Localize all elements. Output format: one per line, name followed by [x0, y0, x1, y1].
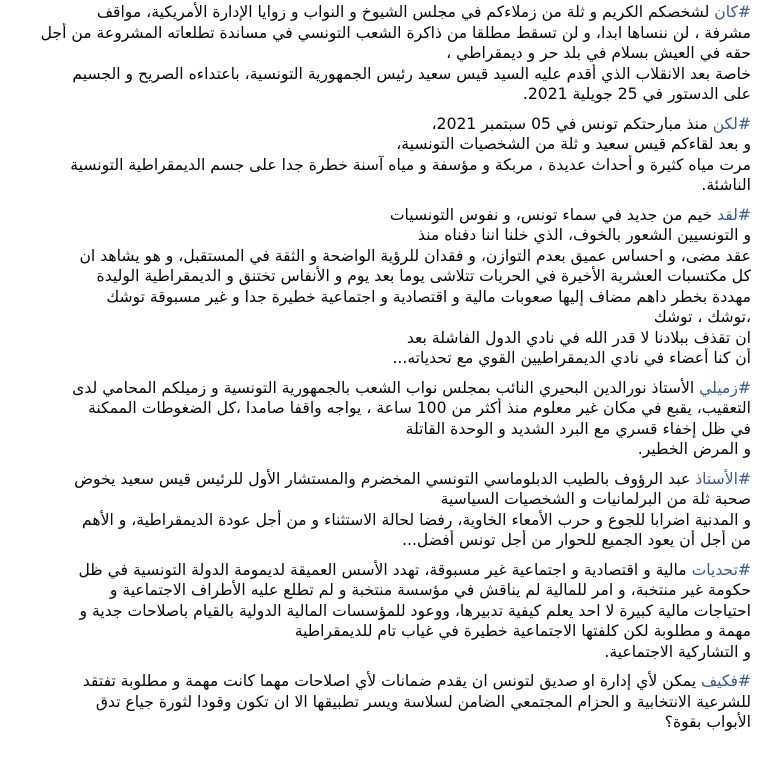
post-text: للشرعية الانتخابية و الحزام المجتمعي الضامن لسلاسة ويسر تطبيقها الا ان تكون وقودا لثورة جياع تدق — [95, 692, 751, 711]
post-paragraph — [6, 205, 751, 369]
post-text: كل مكتسبات العشرية الأخيرة في الحريات تتلاشى يوما بعد يوم و الأنفاس تختنق و الديمقراطية الوليدة — [96, 267, 751, 285]
post-line — [6, 580, 751, 601]
post-line — [6, 175, 751, 196]
post-text: مرت مياه كثيرة و أحداث عديدة ، مربكة و مؤسفة و مياه آسنة خطرة جدا على جسم الديمقراطية التونسية — [70, 155, 751, 174]
post-line — [6, 621, 751, 642]
post-text: التعقيب، يقبع في مكان غير معلوم منذ أكثر من 100 ساعة ، يواجه واقفا صامدا ،كل الضغوطات الممكنة — [87, 399, 751, 417]
post-line — [6, 84, 751, 105]
post-line — [6, 378, 751, 399]
post-line — [6, 671, 751, 692]
post-text: مشرفة ، لن ننساها ابدا، و لن تسقط مطلقا من ذاكرة الشعب التونسي في مساندة تطلعاته المشروعة من أجل — [40, 23, 751, 42]
post-line — [6, 43, 751, 64]
post-text: حكومة غير منتخبة، و امر للمالية لم يناقش في مؤسسة منتخبة و لم تطلع عليه الأطراف الاجتماعية و — [109, 581, 751, 599]
post-line — [6, 560, 751, 581]
post-paragraph — [6, 469, 751, 551]
post-text: و بعد لقاءكم قيس سعيد و ثلة من الشخصيات التونسية، — [396, 135, 751, 153]
post-text: على الدستور في 25 جويلية 2021. — [522, 85, 751, 103]
post-text: خيم من جديد في سماء تونس، و نفوس التونسيات — [389, 205, 718, 224]
post-line — [6, 287, 751, 308]
post-line — [6, 225, 751, 246]
hashtag-link[interactable]: #الأستاذ — [695, 469, 751, 488]
post-text: احتياجات مالية كبيرة لا احد يعلم كيفية تدبيرها، ووعود للمؤسسات المالية الدولية بالقيام باصلاحات جدية و — [79, 601, 751, 620]
post-line — [6, 489, 751, 510]
post-text: ان تقذف ببلادنا لا قدر الله في نادي الدول الفاشلة بعد — [406, 328, 751, 347]
post-text: لشخصكم الكريم و ثلة من زملاءكم في مجلس الشيوخ و النواب و زوايا الإدارة الأمريكية، مواقف — [96, 3, 715, 21]
post-line — [6, 266, 751, 287]
post-text: الأبواب بقوة؟ — [664, 713, 751, 731]
post-line — [6, 530, 751, 551]
post-line — [6, 64, 751, 85]
post-text: حقه في العيش بسلام في بلد حر و ديمقراطي ، — [446, 44, 751, 62]
post-line — [6, 348, 751, 369]
post-line — [6, 601, 751, 622]
hashtag-link[interactable]: #لقد — [717, 205, 751, 224]
post-line — [6, 469, 751, 490]
post-text: يمكن لأي إدارة او صديق لتونس ان يقدم ضمانات لأي اصلاحات مهما كانت مهمة و مطلوبة تفتقد — [82, 672, 702, 690]
post-paragraph — [6, 671, 751, 733]
post-paragraph — [6, 2, 751, 105]
post-line — [6, 328, 751, 349]
post-text: و التشاركية الاجتماعية. — [604, 642, 751, 661]
post-text: منذ مبارحتكم تونس في 05 سبتمبر 2021، — [431, 114, 713, 133]
post-text: مهددة بخطر داهم مضاف إليها صعوبات مالية و اقتصادية و اجتماعية خطيرة جدا و غير مسبوقة توشك — [106, 287, 751, 306]
post-line — [6, 23, 751, 44]
post-line — [6, 642, 751, 663]
post-line — [6, 510, 751, 531]
post-text: مالية و اقتصادية و اجتماعية غير مسبوقة، تهدد الأسس العميقة لديمومة الدولة التونسية في ظل — [78, 560, 692, 579]
post-line — [6, 419, 751, 440]
post-text: في ظل إخفاء قسري مع البرد الشديد و الوحدة القاتلة — [405, 419, 751, 438]
post-text: و التونسيين الشعور بالخوف، الذي خلنا اننا دفناه منذ — [418, 226, 751, 244]
post-line — [6, 712, 751, 733]
hashtag-link[interactable]: #تحديات — [691, 560, 751, 579]
post-line — [6, 155, 751, 176]
post-text: صحبة ثلة من البرلمانيات و الشخصيات السياسية — [440, 490, 751, 508]
post-text: الناشئة. — [701, 176, 751, 194]
post-text: عقد مضى، و احساس عميق بعدم التوازن، و فقدان للرؤية الواضحة و الثقة في المستقبل، و هو يشاهد ان — [79, 246, 751, 265]
post-text: خاصة بعد الانقلاب الذي أقدم عليه السيد قيس سعيد رئيس الجمهورية التونسية، باعتداءه الصريح و الجسيم — [72, 64, 751, 83]
post-text: من أجل أن يعود الجميع للحوار من أجل تونس أفضل... — [402, 531, 751, 549]
post-line — [6, 307, 751, 328]
post-text: مهمة و مطلوبة لكن كلفتها الاجتماعية خطيرة في غياب تام للديمقراطية — [294, 622, 751, 640]
post-text: أن كنا أعضاء في نادي الديمقراطيين القوي مع تحدياته... — [392, 349, 751, 367]
post-paragraph — [6, 560, 751, 663]
post-text: و المدنية اضرابا للجوع و حرب الأمعاء الخاوية، رفضا لحالة الاستثناء و من أجل عودة الديمقراطية، و الأهم — [82, 510, 751, 529]
hashtag-link[interactable]: #زميلي — [699, 378, 751, 397]
post-text: و المرض الخطير. — [637, 440, 751, 458]
post-line — [6, 246, 751, 267]
post-text: ،توشك ، توشك — [653, 308, 751, 326]
hashtag-link[interactable]: #كان — [714, 3, 751, 21]
hashtag-link[interactable]: #لكن — [712, 114, 751, 133]
post-line — [6, 134, 751, 155]
hashtag-link[interactable]: #فكيف — [701, 672, 751, 690]
post-line — [6, 205, 751, 226]
post-line — [6, 439, 751, 460]
post-paragraph — [6, 378, 751, 460]
post-line — [6, 114, 751, 135]
post-line — [6, 2, 751, 23]
post-text: الأستاذ نورالدين البحيري النائب بمجلس نواب الشعب بالجمهورية التونسية و زميلكم المحامي لدى — [72, 378, 700, 397]
post-line — [6, 398, 751, 419]
post-text: عبد الرؤوف بالطيب الدبلوماسي التونسي المخضرم والمستشار الأول للرئيس قيس سعيد يخوض — [74, 469, 696, 488]
post-line — [6, 692, 751, 713]
post-paragraph — [6, 114, 751, 196]
